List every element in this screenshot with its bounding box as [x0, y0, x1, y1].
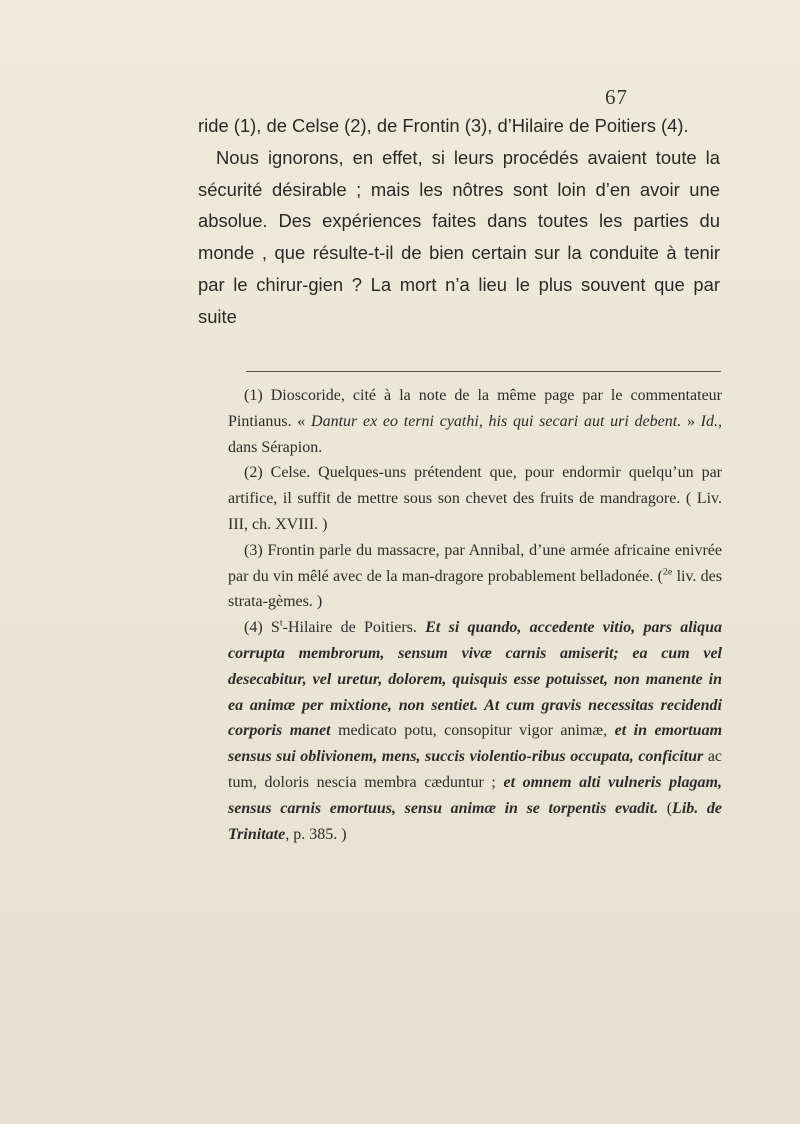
- footnote-1: [228, 383, 722, 460]
- footnote-1-prefix: (1) Dioscoride, cité à la note de la même page par le commentateur Pintianus. «: [228, 387, 722, 430]
- footnote-4-latin-3: et omnem alti vulneris plagam, sensus carnis emortuus, sensu animæ in se torpentis evadit.: [228, 773, 722, 817]
- main-text-line-1: ride (1), de Celse (2), de Frontin (3), d’Hilaire de Poitiers (4).: [198, 115, 689, 136]
- footnote-4-latin-1: Et si quando, accedente vitio, pars aliqua corrupta membrorum, sensum vivæ carnis amiserit; ea cum vel desecabitur, vel uretur, dolorem, quisquis esse potuisset, non manente in ea animæ per mixtione, non sentiet. At cum gravis necessitas recidendi corporis manet: [228, 619, 722, 740]
- footnote-3-prefix: (3) Frontin parle du massacre, par Annibal, d’une armée africaine enivrée par du vin mêlé avec de la man-dragore probablement belladonée. (: [228, 541, 722, 585]
- footnote-3-ordinal: 2e: [662, 566, 673, 578]
- footnote-3: [228, 538, 722, 615]
- footnote-2: (2) Celse. Quelques-uns prétendent que, pour endormir quelqu’un par artifice, il suffit de mettre sous son chevet des fruits de mandragore. ( Liv. III, ch. XVIII. ): [228, 464, 722, 533]
- footnote-4-latin-2: et in emortuam sensus sui oblivionem, mens, succis violentio-ribus occupata, conficitur: [228, 722, 723, 766]
- footnote-separator: [246, 371, 721, 372]
- footnote-4-plain-2: ac tum, doloris nescia membra cæduntur ;: [228, 748, 723, 791]
- footnotes: [228, 383, 722, 847]
- footnote-4-saint-abbrev: t: [279, 617, 283, 629]
- footnote-4-ref-title: Lib. de Trinitate: [228, 799, 723, 843]
- footnote-4-ref-open: (: [666, 799, 673, 817]
- footnote-3-suffix: liv. des strata-gèmes. ): [228, 567, 723, 611]
- main-text: [198, 110, 720, 333]
- footnote-4-name: -Hilaire de Poitiers.: [282, 619, 417, 637]
- footnote-4: [228, 615, 722, 847]
- page-number: 67: [605, 85, 628, 109]
- main-text-paragraph-2: Nous ignorons, en effet, si leurs procédés avaient toute la sécurité désirable ; mais les nôtres sont loin d’en avoir une absolue. Des expériences faites dans toutes les parties du monde , que résulte-t-il de bien certain sur la conduite à tenir par le chirur-gien ? La mort n’a lieu le plus souvent que par suite: [198, 146, 720, 327]
- footnote-1-close-quote: »: [686, 412, 695, 430]
- footnote-1-quote: Dantur ex eo terni cyathi, his qui secari aut uri debent.: [311, 412, 682, 430]
- footnote-1-ibid: Id.,: [700, 412, 722, 430]
- footnote-1-suffix: dans Sérapion.: [228, 438, 323, 456]
- footnote-4-ref-close: , p. 385. ): [285, 825, 347, 843]
- footnote-4-prefix: (4) S: [244, 619, 280, 637]
- footnote-4-plain-1: medicato potu, consopitur vigor animæ,: [338, 722, 608, 740]
